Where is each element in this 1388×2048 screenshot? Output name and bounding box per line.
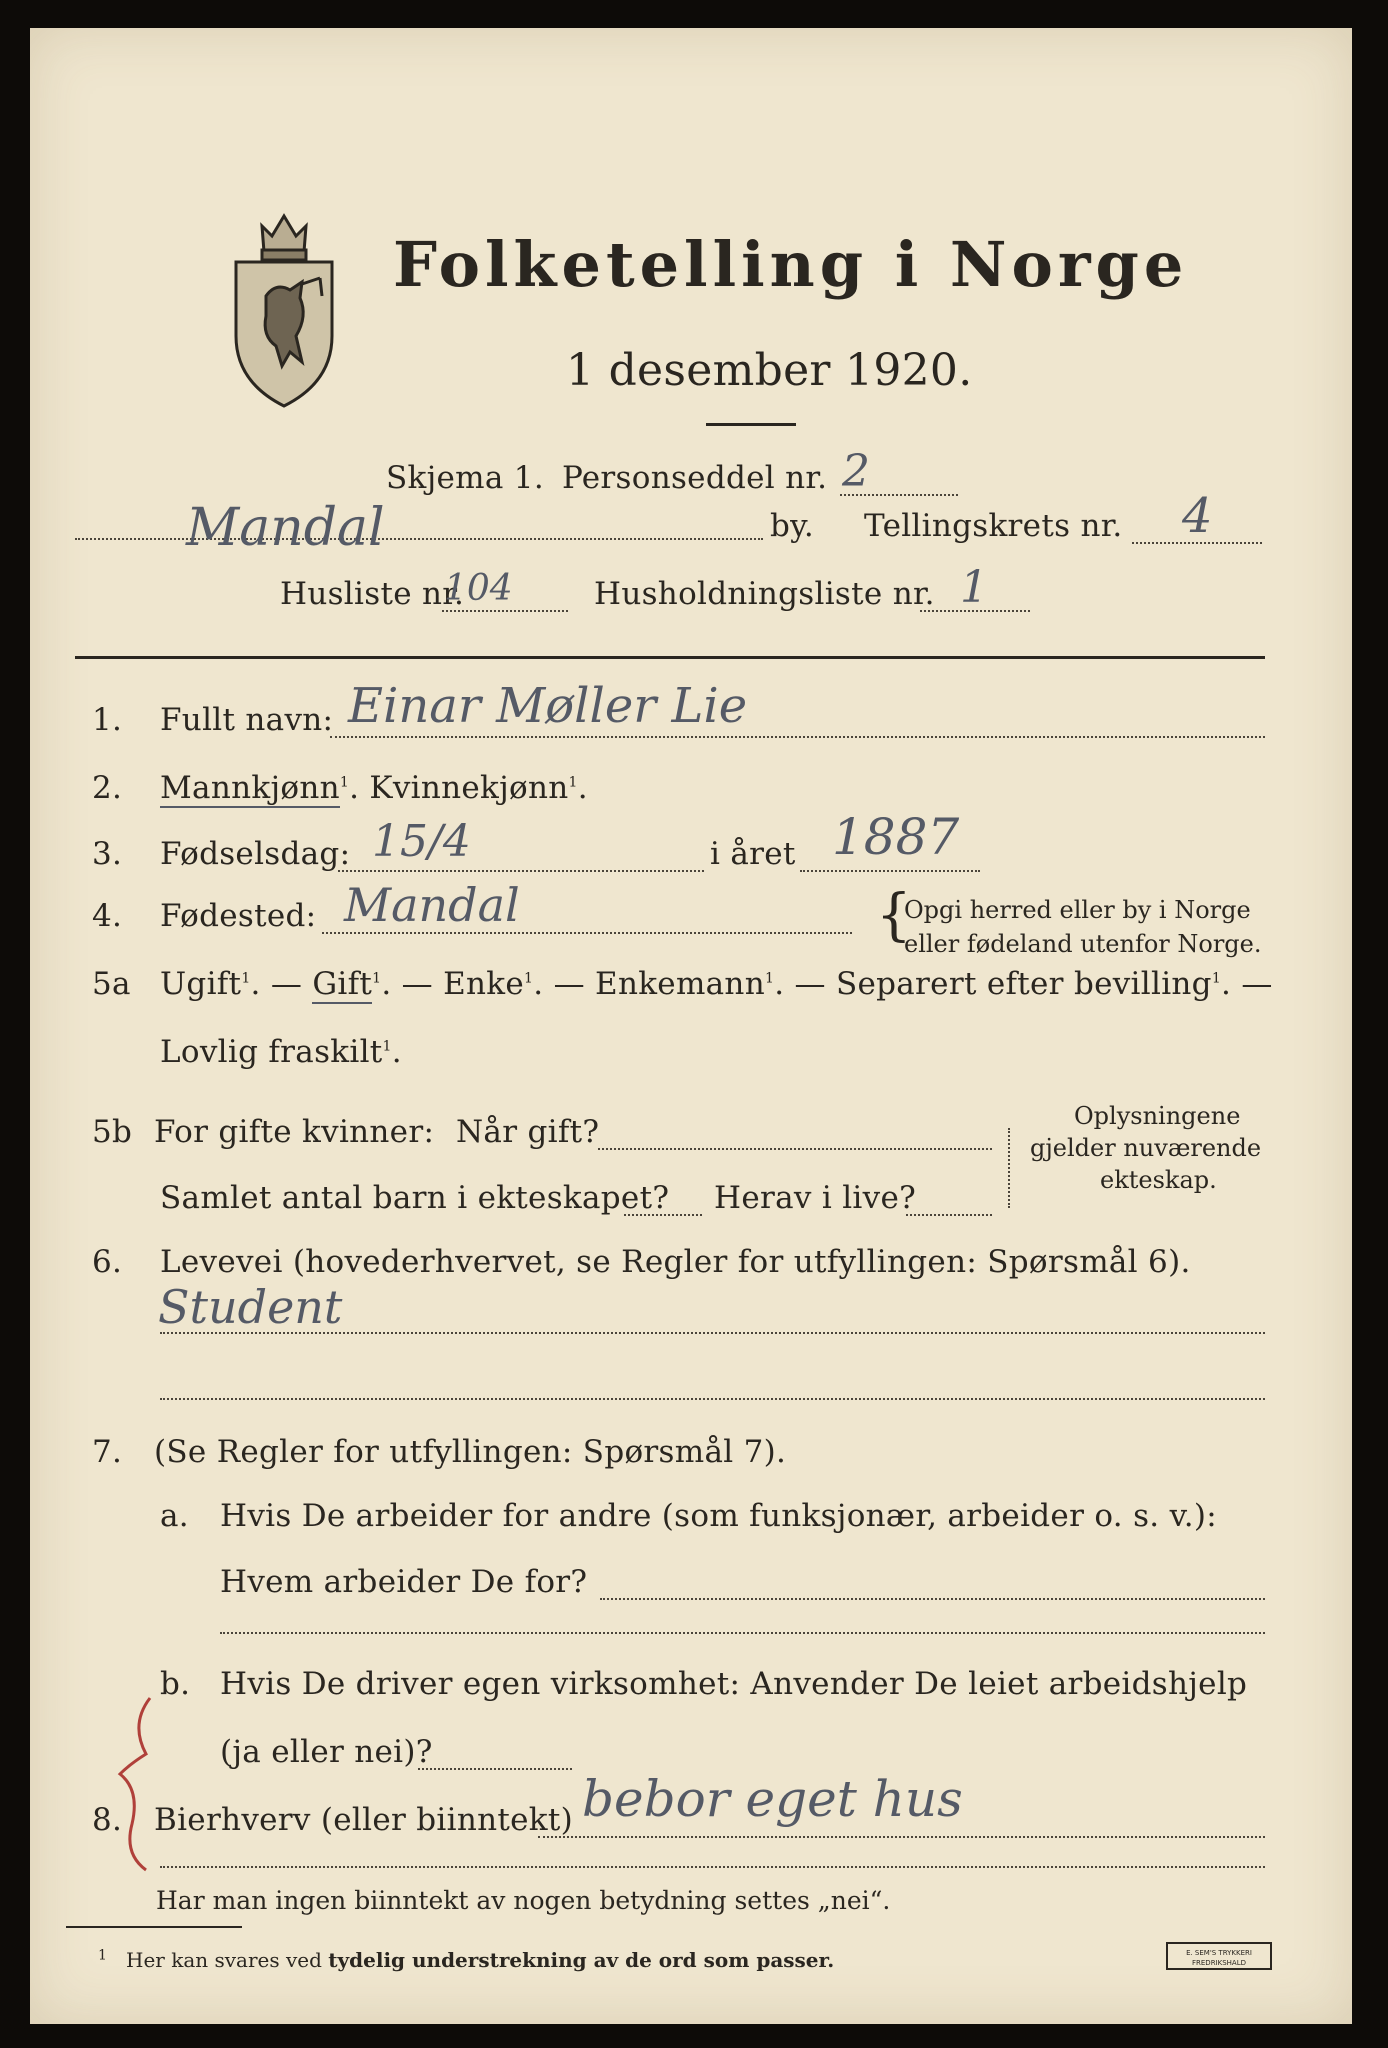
q5b-barn-line [624,1214,702,1216]
form-title: Folketelling i Norge [393,228,1189,301]
husholdning-label: Husholdningsliste nr. [594,576,935,612]
census-form [30,28,1352,2024]
tellingskrets-value[interactable]: 4 [1182,488,1213,544]
census-date: 1 desember 1920. [566,345,973,396]
q8-line-1 [538,1836,1265,1838]
q5a-sup-1: 1 [241,970,251,987]
footer-note: Har man ingen biinntekt av nogen betydning settes „nei“. [156,1886,891,1915]
personseddel-value[interactable]: 2 [842,446,870,497]
footnote-a: Her kan svares ved [126,1948,322,1972]
printer-line-2: FREDRIKSHALD [1191,1959,1246,1967]
q4-answer[interactable]: Mandal [344,878,520,932]
q3-year-line [800,870,980,872]
q7a-letter: a. [160,1498,189,1534]
q5a-sup-5: 1 [1211,970,1222,987]
q7b-text-2: (ja eller nei)? [220,1734,433,1770]
q2-options [160,770,588,806]
q5a-sup-4: 1 [764,970,775,987]
q7a-line-1 [600,1598,1265,1600]
husholdning-value[interactable]: 1 [960,562,988,613]
place-line [75,538,763,540]
q5b-live: Herav i live? [714,1180,917,1216]
printer-stamp [1166,1942,1272,1970]
q5a-number: 5a [92,966,131,1002]
red-pencil-mark-icon [110,1694,170,1874]
q5b-note-3: ekteskap. [1100,1166,1217,1194]
q2-dot: . [349,770,360,806]
q4-note-1: Opgi herred eller by i Norge [904,896,1251,924]
q7b-text: Hvis De driver egen virksomhet: Anvender De leiet arbeidshjelp [220,1666,1248,1702]
q7a-line-2 [220,1632,1265,1634]
q6-line-2 [160,1398,1265,1400]
q5a-sep-1: . — [250,966,303,1002]
q1-line [330,736,1265,738]
husliste-line [442,610,568,612]
q5a-enkemann[interactable]: Enkemann [595,966,765,1002]
q6-line-1 [160,1332,1265,1334]
q3-day-value[interactable]: 15/4 [372,816,471,867]
q6-number: 6. [92,1244,123,1280]
q1-label: Fullt navn: [160,702,334,738]
q7-label: (Se Regler for utfyllingen: Spørsmål 7). [154,1434,787,1470]
q7a-text-2: Hvem arbeider De for? [220,1564,588,1600]
q5a-sup-2: 1 [372,970,382,987]
q5b-number: 5b [92,1114,133,1150]
q4-label: Fødested: [160,898,317,934]
q5a-enke[interactable]: Enke [443,966,525,1002]
q8-line-2 [160,1866,1265,1868]
q3-day-line [338,870,704,872]
q3-year-label: i året [710,836,796,872]
q4-bracket: { [876,883,912,948]
q5b-note-2: gjelder nuværende [1030,1134,1262,1162]
q8-number: 8. [92,1802,123,1838]
coat-of-arms-icon [226,186,342,414]
q5a-sup-6: 1 [382,1038,392,1055]
q5a-sep-2: . — [381,966,433,1002]
q5b-divider [1008,1128,1010,1208]
q3-number: 3. [92,836,123,872]
q4-note-2: eller fødeland utenfor Norge. [904,930,1262,958]
q5a-options [160,966,1273,1002]
q1-number: 1. [92,702,123,738]
q5b-live-line [906,1214,992,1216]
footnote [98,1948,834,1972]
q5b-naar: Når gift? [456,1114,600,1150]
footnote-rule [66,1926,242,1928]
q5a-ugift[interactable]: Ugift [160,966,242,1002]
husliste-label: Husliste nr. [280,576,465,612]
q5a-sep-4: . — [774,966,826,1002]
q4-number: 4. [92,898,123,934]
q5b-label: For gifte kvinner: [154,1114,435,1150]
q7-number: 7. [92,1434,123,1470]
q8-answer[interactable]: bebor eget hus [582,1770,963,1828]
place-value[interactable]: Mandal [186,498,385,558]
q5a-sep-5: . — [1221,966,1273,1002]
q5a-fraskilt-row: Lovlig fraskilt$^1$. [160,1034,402,1070]
q5b-barn: Samlet antal barn i ekteskapet? [160,1180,670,1216]
q2-female[interactable]: Kvinnekjønn [369,770,569,806]
q5a-separert[interactable]: Separert efter bevilling [835,966,1212,1002]
q2-sup1: 1 [339,774,350,791]
footnote-b: tydelig understrekning av de ord som passer. [328,1948,835,1972]
q5b-naar-line [598,1148,992,1150]
printer-line-1: E. SEM'S TRYKKERI [1186,1949,1252,1957]
q7b-letter: b. [160,1666,191,1702]
q5a-fraskilt[interactable]: Lovlig fraskilt [160,1034,383,1070]
q5a-sep-3: . — [533,966,585,1002]
q2-sup2: 1 [568,774,578,791]
q6-label: Levevei (hovederhvervet, se Regler for utfyllingen: Spørsmål 6). [160,1244,1191,1280]
tellingskrets-label: Tellingskrets nr. [864,508,1123,544]
q2-male[interactable]: Mannkjønn [160,770,340,806]
q5b-note-1: Oplysningene [1074,1102,1241,1130]
by-label: by. [770,508,814,544]
header-rule [75,656,1265,659]
q2-dot2: . [577,770,588,806]
q4-line [322,932,852,934]
q8-label: Bierhverv (eller biinntekt) [154,1802,574,1838]
q2-number: 2. [92,770,123,806]
q5a-gift[interactable]: Gift [312,966,373,1002]
q5a-sup-3: 1 [524,970,534,987]
personseddel-label: Personseddel nr. [562,460,828,496]
q7b-line [418,1768,572,1770]
q6-answer[interactable]: Student [158,1280,343,1334]
q3-year-value[interactable]: 1887 [832,808,960,866]
title-divider [706,423,796,426]
q7a-text: Hvis De arbeider for andre (som funksjonær, arbeider o. s. v.): [220,1498,1218,1534]
q3-label: Fødselsdag: [160,836,351,872]
footnote-mark: 1 [98,1947,107,1964]
q1-answer[interactable]: Einar Møller Lie [348,678,748,734]
husliste-value[interactable]: 104 [444,568,513,609]
skjema-label: Skjema 1. [386,460,544,496]
